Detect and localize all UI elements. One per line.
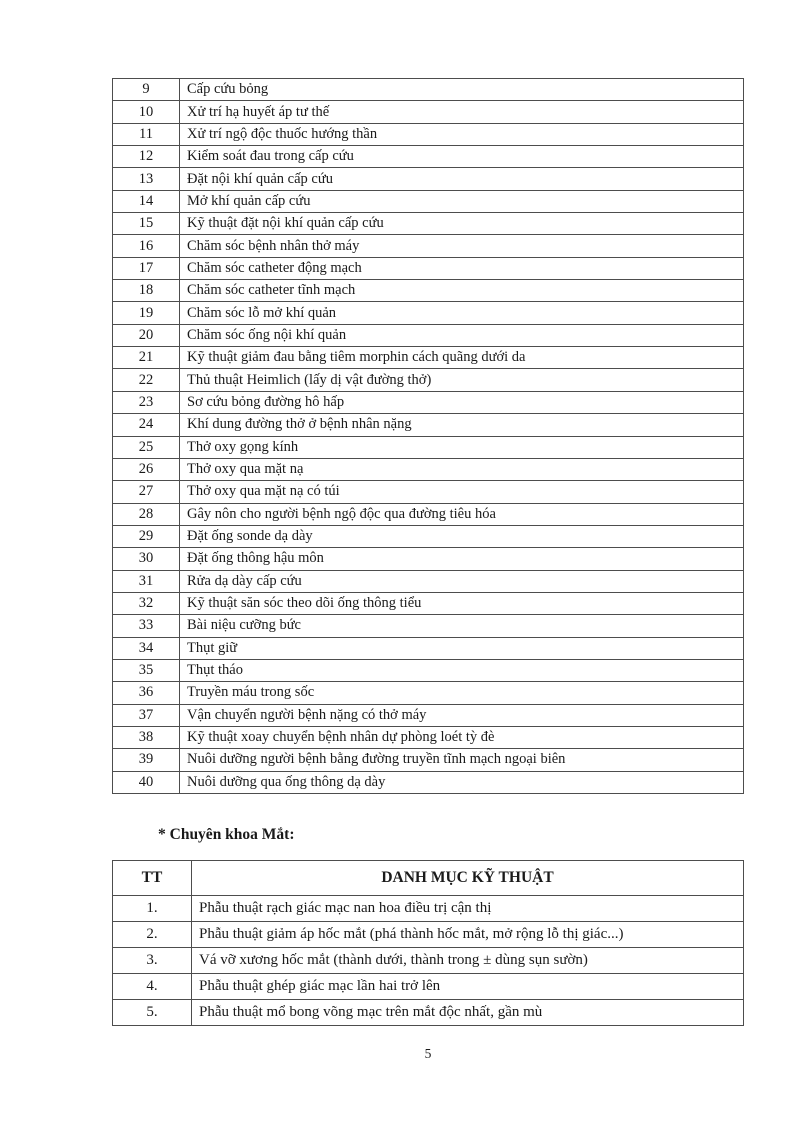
row-description-cell: Nuôi dưỡng qua ống thông dạ dày xyxy=(180,771,744,793)
table-row xyxy=(113,704,744,726)
table-row xyxy=(113,101,744,123)
row-number-cell: 14 xyxy=(113,190,180,212)
row-number-cell: 27 xyxy=(113,481,180,503)
section-heading: * Chuyên khoa Mắt: xyxy=(158,826,295,843)
table-row xyxy=(113,302,744,324)
row-description-cell: Chăm sóc ống nội khí quản xyxy=(180,324,744,346)
row-description-cell: Phẫu thuật ghép giác mạc lần hai trở lên xyxy=(192,974,744,1000)
table-header-row xyxy=(113,861,744,896)
row-description-cell: Sơ cứu bỏng đường hô hấp xyxy=(180,391,744,413)
row-description-cell: Xử trí ngộ độc thuốc hướng thần xyxy=(180,123,744,145)
row-number-cell: 13 xyxy=(113,168,180,190)
row-description-cell: Thở oxy qua mặt nạ có túi xyxy=(180,481,744,503)
row-description-cell: Phẫu thuật rạch giác mạc nan hoa điều trị cận thị xyxy=(192,896,744,922)
row-number-cell: 26 xyxy=(113,458,180,480)
row-number-cell: 5. xyxy=(113,1000,192,1026)
table-row xyxy=(113,324,744,346)
row-description-cell: Truyền máu trong sốc xyxy=(180,682,744,704)
row-number-cell: 28 xyxy=(113,503,180,525)
row-number-cell: 20 xyxy=(113,324,180,346)
row-description-cell: Vận chuyển người bệnh nặng có thở máy xyxy=(180,704,744,726)
row-description-cell: Mở khí quản cấp cứu xyxy=(180,190,744,212)
table-row xyxy=(113,771,744,793)
table-row xyxy=(113,79,744,101)
row-description-cell: Chăm sóc bệnh nhân thở máy xyxy=(180,235,744,257)
table-row xyxy=(113,257,744,279)
table-row xyxy=(113,414,744,436)
row-description-cell: Cấp cứu bỏng xyxy=(180,79,744,101)
table-row xyxy=(113,458,744,480)
row-description-cell: Phẫu thuật giảm áp hốc mắt (phá thành hốc mắt, mở rộng lỗ thị giác...) xyxy=(192,922,744,948)
row-number-cell: 15 xyxy=(113,213,180,235)
row-number-cell: 34 xyxy=(113,637,180,659)
row-number-cell: 19 xyxy=(113,302,180,324)
table-row xyxy=(113,974,744,1000)
row-number-cell: 35 xyxy=(113,659,180,681)
row-number-cell: 18 xyxy=(113,280,180,302)
page-number: 5 xyxy=(424,1046,432,1061)
row-number-cell: 31 xyxy=(113,570,180,592)
table-row xyxy=(113,168,744,190)
row-number-cell: 39 xyxy=(113,749,180,771)
table-row xyxy=(113,436,744,458)
row-number-cell: 2. xyxy=(113,922,192,948)
table-row xyxy=(113,896,744,922)
table-row xyxy=(113,391,744,413)
row-description-cell: Chăm sóc catheter tĩnh mạch xyxy=(180,280,744,302)
row-number-cell: 37 xyxy=(113,704,180,726)
table-row xyxy=(113,592,744,614)
table-row xyxy=(113,213,744,235)
row-description-cell: Đặt ống thông hậu môn xyxy=(180,548,744,570)
table-row xyxy=(113,280,744,302)
row-description-cell: Đặt ống sonde dạ dày xyxy=(180,525,744,547)
row-number-cell: 21 xyxy=(113,347,180,369)
row-description-cell: Kỹ thuật đặt nội khí quản cấp cứu xyxy=(180,213,744,235)
row-number-cell: 24 xyxy=(113,414,180,436)
column-header-tt: TT xyxy=(113,861,192,896)
table-row xyxy=(113,1000,744,1026)
row-number-cell: 29 xyxy=(113,525,180,547)
row-number-cell: 1. xyxy=(113,896,192,922)
row-description-cell: Kỹ thuật giảm đau bằng tiêm morphin cách quãng dưới da xyxy=(180,347,744,369)
eye-specialty-table xyxy=(112,860,744,1026)
row-description-cell: Vá vỡ xương hốc mắt (thành dưới, thành trong ± dùng sụn sườn) xyxy=(192,948,744,974)
table-row xyxy=(113,682,744,704)
table-row xyxy=(113,749,744,771)
row-description-cell: Phẫu thuật mổ bong võng mạc trên mắt độc nhất, gần mù xyxy=(192,1000,744,1026)
row-description-cell: Thở oxy qua mặt nạ xyxy=(180,458,744,480)
row-number-cell: 22 xyxy=(113,369,180,391)
table-row xyxy=(113,659,744,681)
row-number-cell: 17 xyxy=(113,257,180,279)
row-description-cell: Kiểm soát đau trong cấp cứu xyxy=(180,146,744,168)
row-description-cell: Chăm sóc catheter động mạch xyxy=(180,257,744,279)
table-row xyxy=(113,637,744,659)
row-description-cell: Khí dung đường thở ở bệnh nhân nặng xyxy=(180,414,744,436)
row-description-cell: Thở oxy gọng kính xyxy=(180,436,744,458)
row-description-cell: Thủ thuật Heimlich (lấy dị vật đường thở) xyxy=(180,369,744,391)
row-description-cell: Thụt giữ xyxy=(180,637,744,659)
row-number-cell: 4. xyxy=(113,974,192,1000)
table-row xyxy=(113,948,744,974)
row-number-cell: 36 xyxy=(113,682,180,704)
row-description-cell: Chăm sóc lỗ mở khí quản xyxy=(180,302,744,324)
row-number-cell: 23 xyxy=(113,391,180,413)
table-row xyxy=(113,570,744,592)
row-number-cell: 40 xyxy=(113,771,180,793)
row-number-cell: 10 xyxy=(113,101,180,123)
row-description-cell: Thụt tháo xyxy=(180,659,744,681)
row-number-cell: 9 xyxy=(113,79,180,101)
row-description-cell: Kỹ thuật xoay chuyển bệnh nhân dự phòng loét tỳ đè xyxy=(180,726,744,748)
row-description-cell: Nuôi dưỡng người bệnh bằng đường truyền tĩnh mạch ngoại biên xyxy=(180,749,744,771)
row-number-cell: 33 xyxy=(113,615,180,637)
row-number-cell: 3. xyxy=(113,948,192,974)
row-number-cell: 30 xyxy=(113,548,180,570)
table-row xyxy=(113,922,744,948)
row-number-cell: 16 xyxy=(113,235,180,257)
column-header-danh-muc: DANH MỤC KỸ THUẬT xyxy=(192,861,744,896)
table-row xyxy=(113,503,744,525)
table-row xyxy=(113,726,744,748)
row-number-cell: 32 xyxy=(113,592,180,614)
table-row xyxy=(113,235,744,257)
table-row xyxy=(113,123,744,145)
table-row xyxy=(113,525,744,547)
procedure-list-table xyxy=(112,78,744,794)
table-row xyxy=(113,615,744,637)
table-row xyxy=(113,146,744,168)
table-row xyxy=(113,481,744,503)
table-row xyxy=(113,347,744,369)
row-description-cell: Gây nôn cho người bệnh ngộ độc qua đường tiêu hóa xyxy=(180,503,744,525)
row-description-cell: Xử trí hạ huyết áp tư thế xyxy=(180,101,744,123)
row-description-cell: Bài niệu cưỡng bức xyxy=(180,615,744,637)
row-description-cell: Rửa dạ dày cấp cứu xyxy=(180,570,744,592)
row-description-cell: Kỹ thuật săn sóc theo dõi ống thông tiểu xyxy=(180,592,744,614)
table-row xyxy=(113,369,744,391)
table-row xyxy=(113,190,744,212)
row-number-cell: 11 xyxy=(113,123,180,145)
row-number-cell: 38 xyxy=(113,726,180,748)
row-number-cell: 12 xyxy=(113,146,180,168)
row-description-cell: Đặt nội khí quản cấp cứu xyxy=(180,168,744,190)
table-row xyxy=(113,548,744,570)
row-number-cell: 25 xyxy=(113,436,180,458)
